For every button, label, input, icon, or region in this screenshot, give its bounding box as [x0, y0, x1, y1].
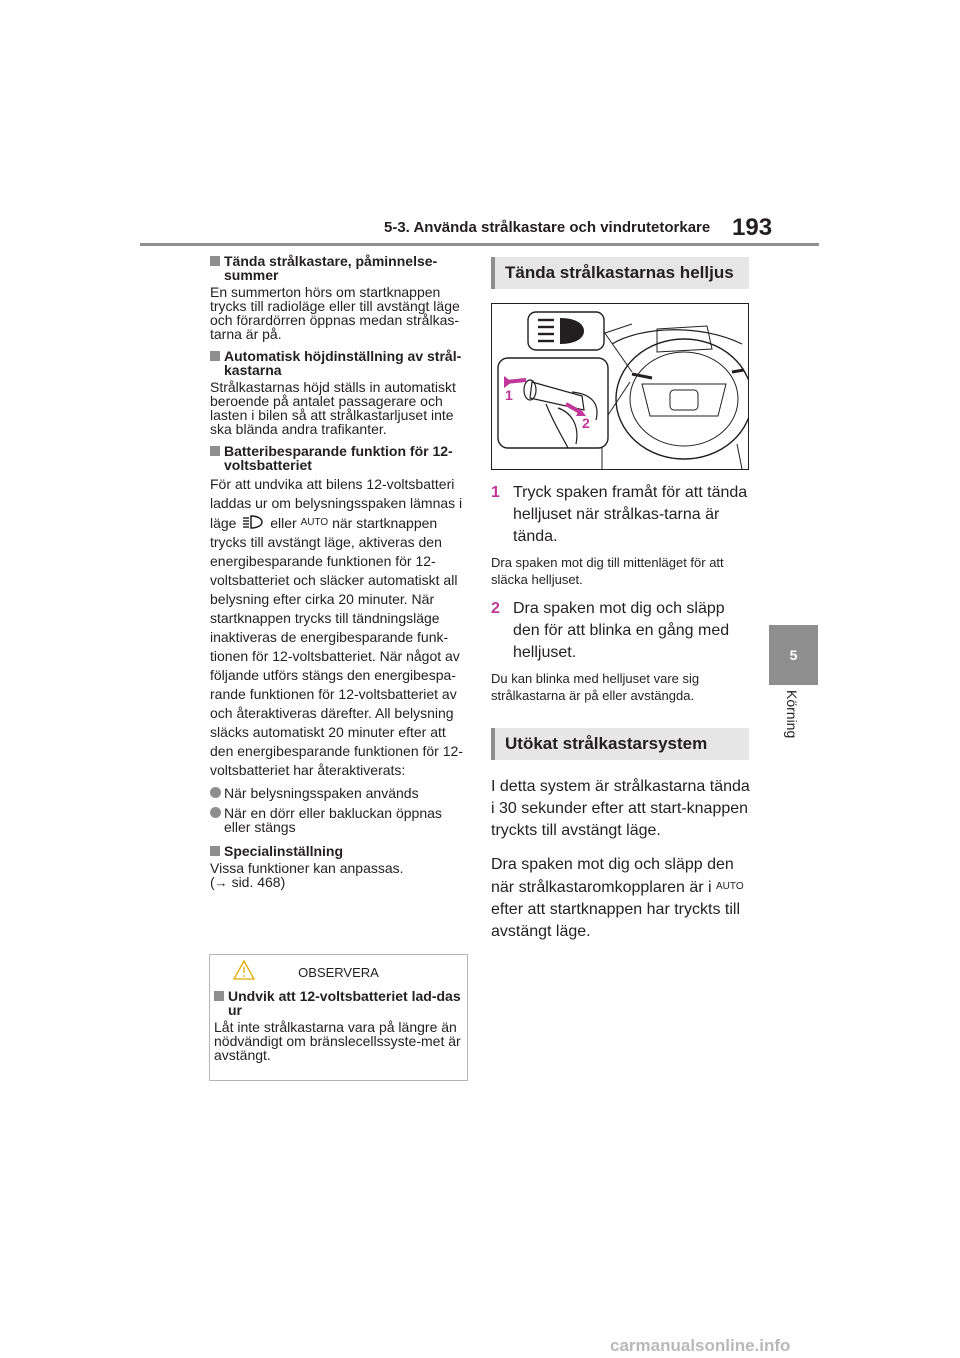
notice-text: Låt inte strålkastarna vara på längre än nödvändigt om bränslecellssyste-met är avstängt.	[214, 1019, 461, 1063]
left-column	[210, 254, 470, 898]
warning-triangle-icon	[232, 959, 256, 981]
chapter-number: 5	[789, 647, 798, 663]
chapter-label: Körning	[784, 690, 800, 739]
header-rule	[140, 243, 819, 246]
page-reference-link[interactable]: sid. 468)	[231, 874, 286, 890]
paragraph-customization: Vissa funktioner kan anpassas. (→ sid. 468)	[210, 860, 404, 890]
notice-box	[209, 954, 468, 1081]
lever-illustration	[492, 304, 748, 469]
paragraph-auto-leveling: Strålkastarnas höjd ställs in automatiskt beroende på antalet passagerare och lasten i bilen så att strålkastarljuset inte ska blända andra trafikanter.	[210, 379, 456, 437]
headlight-icon	[242, 514, 264, 530]
section-title: 5-3. Använda strålkastare och vindrutetorkare	[384, 219, 711, 236]
page-number: 193	[732, 214, 773, 241]
figure-headlight-lever	[491, 303, 749, 470]
watermark: carmanualsonline.info	[610, 1336, 791, 1355]
heading-auto-leveling: Automatisk höjdinställning av strål-kastarna	[210, 349, 470, 377]
figure-label-2: 2	[582, 415, 590, 431]
step-2: 2 Dra spaken mot dig och släpp den för att blinka en gång med helljuset.	[491, 600, 730, 661]
auto-icon: AUTO	[716, 881, 744, 892]
heading-customization: Specialinställning	[210, 844, 470, 858]
notice-heading: Undvik att 12-voltsbatteriet lad-das ur	[214, 989, 463, 1017]
bullet-lever-used: När belysningsspaken används	[210, 786, 470, 800]
right-column	[491, 257, 751, 955]
step-1: 1 Tryck spaken framåt för att tända helljuset när strålkas-tarna är tända.	[491, 484, 748, 545]
notice-header	[210, 955, 467, 989]
notice-title: OBSERVERA	[298, 964, 379, 980]
paragraph-extended-system: I detta system är strålkastarna tända i 30 sekunder efter att start-knappen tryckts till avstängt läge.	[491, 778, 750, 839]
chapter-tab	[769, 625, 818, 685]
figure-label-1: 1	[505, 387, 513, 403]
heading-reminder-buzzer: Tända strålkastare, påminnelse-summer	[210, 254, 470, 282]
note-step-1: Dra spaken mot dig till mittenläget för att släcka helljuset.	[491, 555, 724, 587]
banner-high-beam: Tända strålkastarnas helljus	[491, 257, 749, 289]
paragraph-battery-saver: För att undvika att bilens 12-voltsbatteri laddas ur om belysningsspaken lämnas i läge eller AUTO när startknappen trycks till avstängt läge, aktiveras den energibesparande funktionen för 12-voltsbatteriet och släcker automatiskt all belysning efter cirka 20 minuter. När startknappen trycks till tändningsläge inaktiveras de energibesparande funk-tionen för 12-voltsbatteriet. När något av följande utförs stängs den energibespa-rande funktionen för 12-voltsbatteriet av och återaktiveras därefter. All belysning släcks automatiskt 20 minuter efter att den energibesparande funktionen för 12-voltsbatteriet har återaktiverats:	[210, 476, 463, 778]
banner-extended-system: Utökat strålkastarsystem	[491, 728, 749, 760]
bullet-door-opened: När en dörr eller bakluckan öppnas eller stängs	[210, 806, 470, 834]
paragraph-reminder-buzzer: En summerton hörs om startknappen trycks till radioläge eller till avstängt läge och förardörren öppnas medan strålkas-tarna är på.	[210, 284, 460, 342]
paragraph-extended-usage: Dra spaken mot dig och släpp den när strålkastaromkopplaren är i AUTO efter att startknappen har tryckts till avstängt läge.	[491, 856, 744, 940]
auto-icon: AUTO	[300, 517, 329, 528]
heading-battery-saver: Batteribesparande funktion för 12-voltsbatteriet	[210, 444, 470, 472]
note-step-2: Du kan blinka med helljuset vare sig strålkastarna är på eller avstängda.	[491, 671, 700, 703]
